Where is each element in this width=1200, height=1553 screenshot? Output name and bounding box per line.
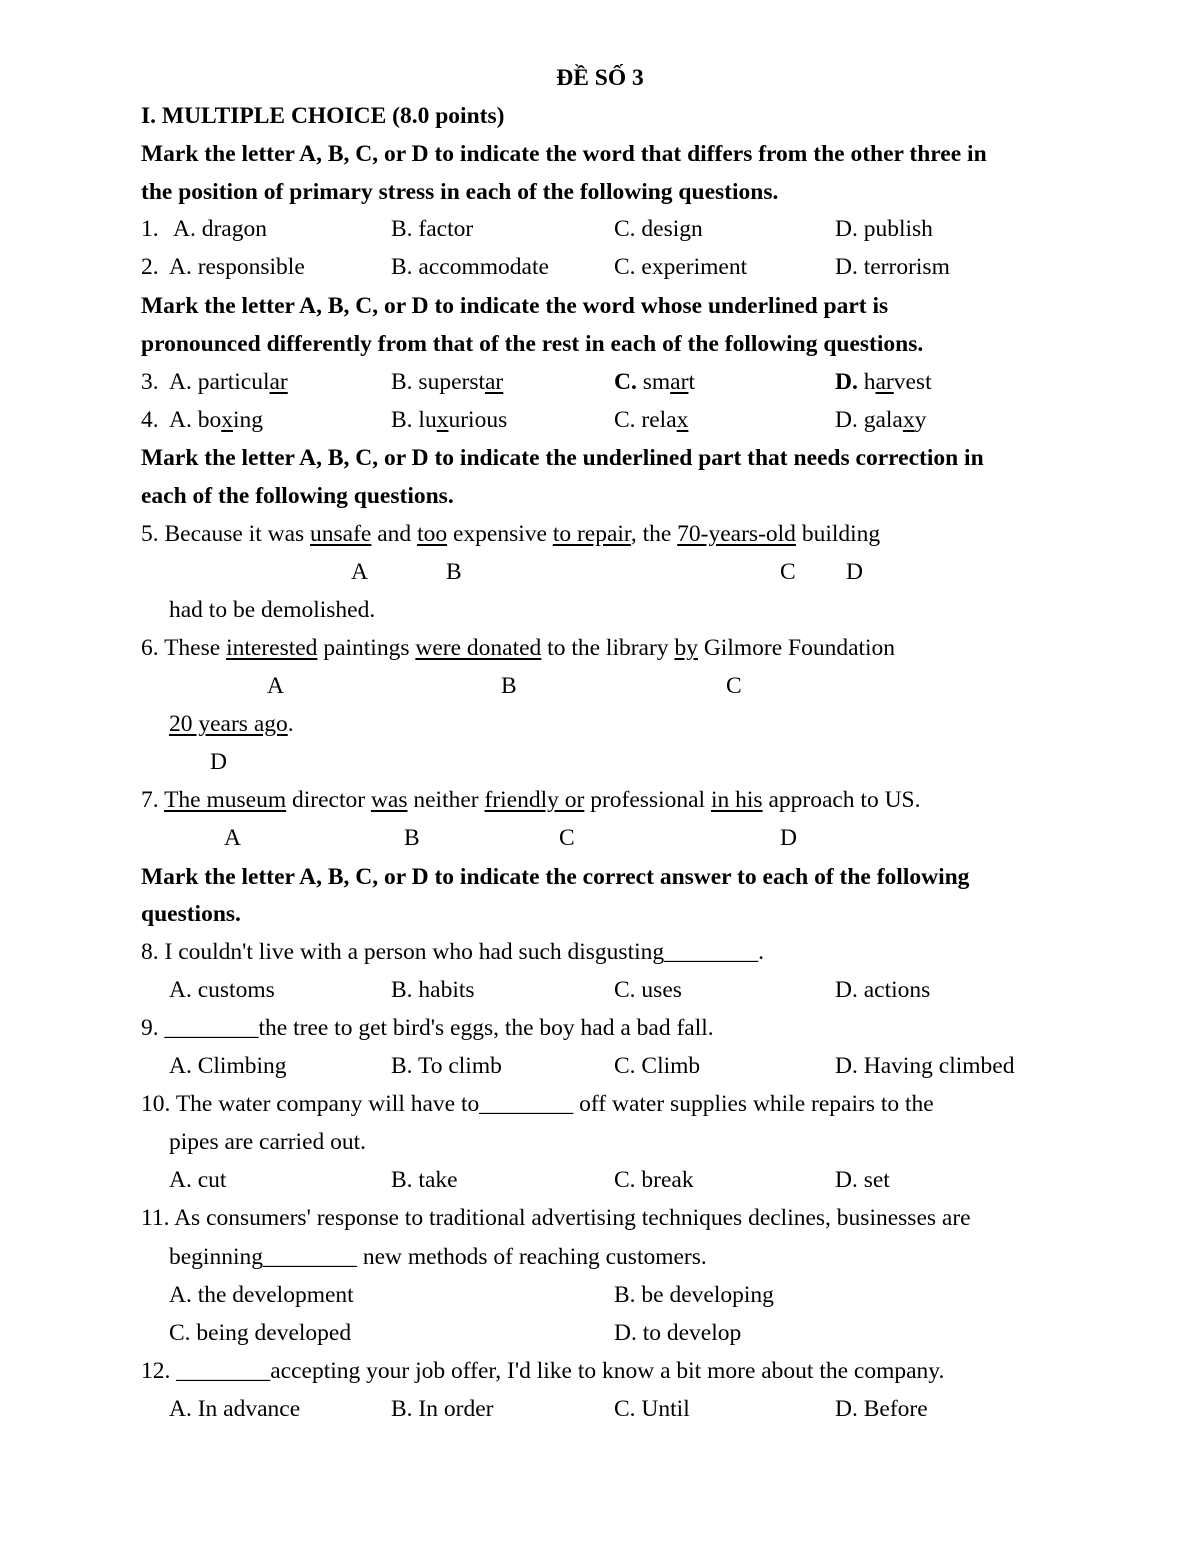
option-b: B. habits bbox=[391, 977, 475, 1003]
option-text: vest bbox=[893, 369, 932, 395]
option-a: A. cut bbox=[169, 1167, 227, 1193]
option-d bbox=[835, 368, 932, 396]
underlined-part: friendly or bbox=[484, 787, 585, 813]
underlined-part: The museum bbox=[164, 787, 287, 813]
stem-text: building bbox=[795, 521, 881, 547]
stem-text: , the bbox=[630, 521, 678, 547]
option-c bbox=[614, 406, 688, 434]
stem-text: These bbox=[164, 635, 227, 661]
option-c: C. being developed bbox=[169, 1320, 352, 1346]
option-a bbox=[169, 368, 288, 396]
answer-label-b: B bbox=[404, 825, 420, 851]
answer-label-b: B bbox=[501, 673, 517, 699]
underlined-part: ar bbox=[670, 369, 689, 395]
section-heading: I. MULTIPLE CHOICE (8.0 points) bbox=[141, 103, 505, 129]
option-b: B. accommodate bbox=[391, 254, 549, 280]
option-c: C. uses bbox=[614, 977, 682, 1003]
question-stem-continued bbox=[169, 710, 294, 738]
question-number: 2. bbox=[141, 254, 159, 280]
stem-text: . bbox=[287, 711, 294, 737]
option-a: A. the development bbox=[169, 1282, 354, 1308]
option-a: A. dragon bbox=[173, 216, 267, 242]
underlined-part: was bbox=[370, 787, 408, 813]
question-number: 5. bbox=[141, 521, 159, 547]
underlined-part: x bbox=[902, 407, 915, 433]
answer-label-d: D bbox=[780, 825, 797, 851]
option-a: A. Climbing bbox=[169, 1053, 287, 1079]
answer-label-d: D bbox=[846, 559, 863, 585]
question-stem bbox=[141, 634, 895, 662]
underlined-part: ar bbox=[875, 369, 894, 395]
question-number: 1. bbox=[141, 216, 159, 242]
underlined-part: ar bbox=[269, 369, 288, 395]
option-b: B. take bbox=[391, 1167, 458, 1193]
question-number: 3. bbox=[141, 369, 159, 395]
underlined-part: were donated bbox=[415, 635, 542, 661]
option-text: h bbox=[857, 369, 876, 395]
answer-label-a: A bbox=[267, 673, 284, 699]
answer-label-a: A bbox=[224, 825, 241, 851]
option-b: B. To climb bbox=[391, 1053, 502, 1079]
underlined-part: to repair bbox=[552, 521, 631, 547]
option-a bbox=[169, 406, 263, 434]
instruction-stress-line1: Mark the letter A, B, C, or D to indicate the word that differs from the other three in bbox=[141, 141, 987, 167]
underlined-part: unsafe bbox=[310, 521, 372, 547]
option-a: A. responsible bbox=[169, 254, 305, 280]
option-c: C. Until bbox=[614, 1396, 690, 1422]
option-c: C. experiment bbox=[614, 254, 748, 280]
underlined-part: interested bbox=[226, 635, 318, 661]
option-text: D. gala bbox=[835, 407, 903, 433]
option-a: A. In advance bbox=[169, 1396, 301, 1422]
answer-label-c: C bbox=[559, 825, 575, 851]
option-text: B. lu bbox=[391, 407, 437, 433]
exam-title: ĐỀ SỐ 3 bbox=[556, 65, 644, 91]
option-c: C. Climb bbox=[614, 1053, 701, 1079]
question-stem: 11. As consumers' response to traditional advertising techniques declines, businesses are bbox=[141, 1205, 971, 1231]
instruction-correction-line2: each of the following questions. bbox=[141, 483, 454, 509]
option-c: C. design bbox=[614, 216, 703, 242]
option-text: ing bbox=[232, 407, 264, 433]
stem-text: paintings bbox=[317, 635, 416, 661]
option-d bbox=[835, 406, 926, 434]
instruction-pronunciation-line1: Mark the letter A, B, C, or D to indicate the word whose underlined part is bbox=[141, 293, 889, 319]
question-stem: 8. I couldn't live with a person who had such disgusting________. bbox=[141, 939, 765, 965]
underlined-part: by bbox=[674, 635, 698, 661]
option-d: D. terrorism bbox=[835, 254, 950, 280]
stem-text: neither bbox=[407, 787, 485, 813]
answer-label-d: D bbox=[210, 749, 227, 775]
option-d: D. publish bbox=[835, 216, 933, 242]
option-text: t bbox=[688, 369, 695, 395]
underlined-part: 20 years ago bbox=[169, 711, 288, 737]
question-stem-continued: beginning________ new methods of reaching customers. bbox=[169, 1244, 707, 1270]
stem-text: professional bbox=[584, 787, 711, 813]
option-letter: D. bbox=[835, 369, 858, 395]
underlined-part: x bbox=[436, 407, 449, 433]
stem-text: to the library bbox=[541, 635, 675, 661]
stem-text: director bbox=[286, 787, 371, 813]
option-letter: C. bbox=[614, 369, 637, 395]
answer-label-c: C bbox=[726, 673, 742, 699]
stem-text: Because it was bbox=[164, 521, 311, 547]
question-number: 4. bbox=[141, 407, 159, 433]
answer-label-c: C bbox=[780, 559, 796, 585]
option-text: urious bbox=[448, 407, 508, 433]
option-a: A. customs bbox=[169, 977, 275, 1003]
question-stem-continued: had to be demolished. bbox=[169, 597, 376, 623]
stem-text: and bbox=[371, 521, 418, 547]
question-number: 7. bbox=[141, 787, 159, 813]
option-b bbox=[391, 406, 507, 434]
instruction-answer-line1: Mark the letter A, B, C, or D to indicate the correct answer to each of the following bbox=[141, 864, 970, 890]
instruction-stress-line2: the position of primary stress in each of the following questions. bbox=[141, 179, 779, 205]
instruction-correction-line1: Mark the letter A, B, C, or D to indicate the underlined part that needs correction in bbox=[141, 445, 984, 471]
question-stem bbox=[141, 520, 880, 548]
underlined-part: x bbox=[676, 407, 689, 433]
option-b bbox=[391, 368, 503, 396]
option-c bbox=[614, 368, 695, 396]
option-c: C. break bbox=[614, 1167, 694, 1193]
question-stem bbox=[141, 786, 921, 814]
underlined-part: in his bbox=[710, 787, 763, 813]
option-text: y bbox=[914, 407, 927, 433]
option-d: D. actions bbox=[835, 977, 931, 1003]
question-stem: 10. The water company will have to________ off water supplies while repairs to the bbox=[141, 1091, 934, 1117]
option-d: D. to develop bbox=[614, 1320, 742, 1346]
stem-text: expensive bbox=[447, 521, 553, 547]
underlined-part: ar bbox=[485, 369, 504, 395]
option-d: D. Before bbox=[835, 1396, 928, 1422]
answer-label-b: B bbox=[446, 559, 462, 585]
question-stem-continued: pipes are carried out. bbox=[169, 1129, 367, 1155]
underlined-part: too bbox=[417, 521, 448, 547]
question-number: 6. bbox=[141, 635, 159, 661]
option-text: C. rela bbox=[614, 407, 677, 433]
underlined-part: x bbox=[221, 407, 233, 433]
answer-label-a: A bbox=[351, 559, 368, 585]
option-b: B. In order bbox=[391, 1396, 494, 1422]
option-text: B. superst bbox=[391, 369, 485, 395]
instruction-answer-line2: questions. bbox=[141, 901, 241, 927]
option-text: sm bbox=[636, 369, 671, 395]
option-d: D. Having climbed bbox=[835, 1053, 1015, 1079]
underlined-part: 70-years-old bbox=[677, 521, 796, 547]
instruction-pronunciation-line2: pronounced differently from that of the rest in each of the following questions. bbox=[141, 331, 924, 357]
option-text: A. particul bbox=[169, 369, 270, 395]
question-stem: 12. ________accepting your job offer, I'd like to know a bit more about the company. bbox=[141, 1358, 945, 1384]
stem-text: Gilmore Foundation bbox=[697, 635, 896, 661]
option-text: A. bo bbox=[169, 407, 222, 433]
option-b: B. factor bbox=[391, 216, 474, 242]
stem-text: approach to US. bbox=[762, 787, 921, 813]
option-b: B. be developing bbox=[614, 1282, 774, 1308]
option-d: D. set bbox=[835, 1167, 890, 1193]
question-stem: 9. ________the tree to get bird's eggs, the boy had a bad fall. bbox=[141, 1015, 714, 1041]
